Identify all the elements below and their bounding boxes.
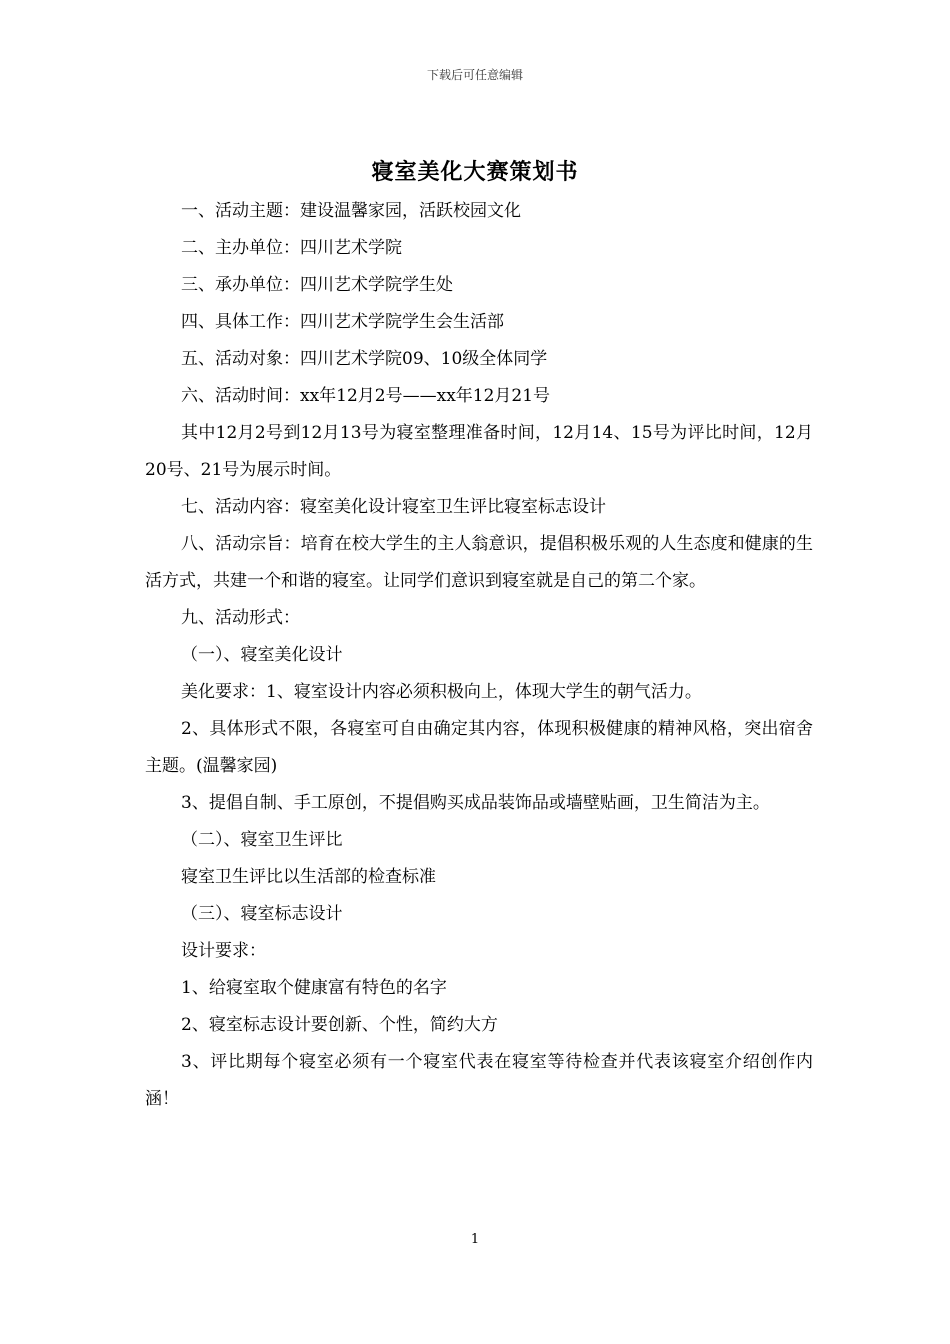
paragraph-decoration-req-3: 3、提倡自制、手工原创，不提倡购买成品装饰品或墙壁贴画，卫生简洁为主。 bbox=[181, 793, 770, 813]
paragraph-design-req-1: 1、给寝室取个健康富有特色的名字 bbox=[181, 978, 447, 998]
section-heading-hygiene: （二）、寝室卫生评比 bbox=[181, 830, 343, 850]
paragraph-design-req-2: 2、寝室标志设计要创新、个性，简约大方 bbox=[181, 1015, 498, 1035]
paragraph-time: 六、活动时间：xx年12月2号——xx年12月21号 bbox=[181, 386, 551, 406]
paragraph-executor: 四、具体工作：四川艺术学院学生会生活部 bbox=[181, 312, 504, 332]
paragraph-format: 九、活动形式： bbox=[181, 608, 300, 628]
paragraph-host: 二、主办单位：四川艺术学院 bbox=[181, 238, 402, 258]
page-number: 1 bbox=[470, 1232, 480, 1247]
section-heading-logo: （三）、寝室标志设计 bbox=[181, 904, 343, 924]
section-heading-decoration: （一）、寝室美化设计 bbox=[181, 645, 343, 665]
paragraph-organizer: 三、承办单位：四川艺术学院学生处 bbox=[181, 275, 453, 295]
paragraph-theme: 一、活动主题：建设温馨家园，活跃校园文化 bbox=[181, 201, 521, 221]
paragraph-purpose: 八、活动宗旨：培育在校大学生的主人翁意识，提倡积极乐观的人生态度和健康的生活方式，共建一个和谐的寝室。让同学们意识到寝室就是自己的第二个家。 bbox=[145, 534, 813, 591]
paragraph-schedule: 其中12月2号到12月13号为寝室整理准备时间，12月14、15号为评比时间，12月20号、21号为展示时间。 bbox=[145, 423, 813, 480]
paragraph-hygiene-standard: 寝室卫生评比以生活部的检查标准 bbox=[181, 867, 436, 887]
paragraph-audience: 五、活动对象：四川艺术学院09、10级全体同学 bbox=[181, 349, 548, 369]
page-header-note: 下载后可任意编辑 bbox=[426, 68, 523, 82]
paragraph-decoration-req-2: 2、具体形式不限，各寝室可自由确定其内容，体现积极健康的精神风格，突出宿舍主题。(温馨家园) bbox=[145, 719, 813, 776]
document-title: 寝室美化大赛策划书 bbox=[371, 159, 579, 185]
paragraph-decoration-req-1: 美化要求：1、寝室设计内容必须积极向上，体现大学生的朝气活力。 bbox=[181, 682, 702, 702]
paragraph-content: 七、活动内容：寝室美化设计寝室卫生评比寝室标志设计 bbox=[181, 497, 606, 517]
paragraph-design-req: 设计要求： bbox=[181, 941, 266, 961]
paragraph-design-req-3: 3、评比期每个寝室必须有一个寝室代表在寝室等待检查并代表该寝室介绍创作内涵！ bbox=[145, 1052, 813, 1109]
document-body bbox=[145, 193, 813, 1118]
